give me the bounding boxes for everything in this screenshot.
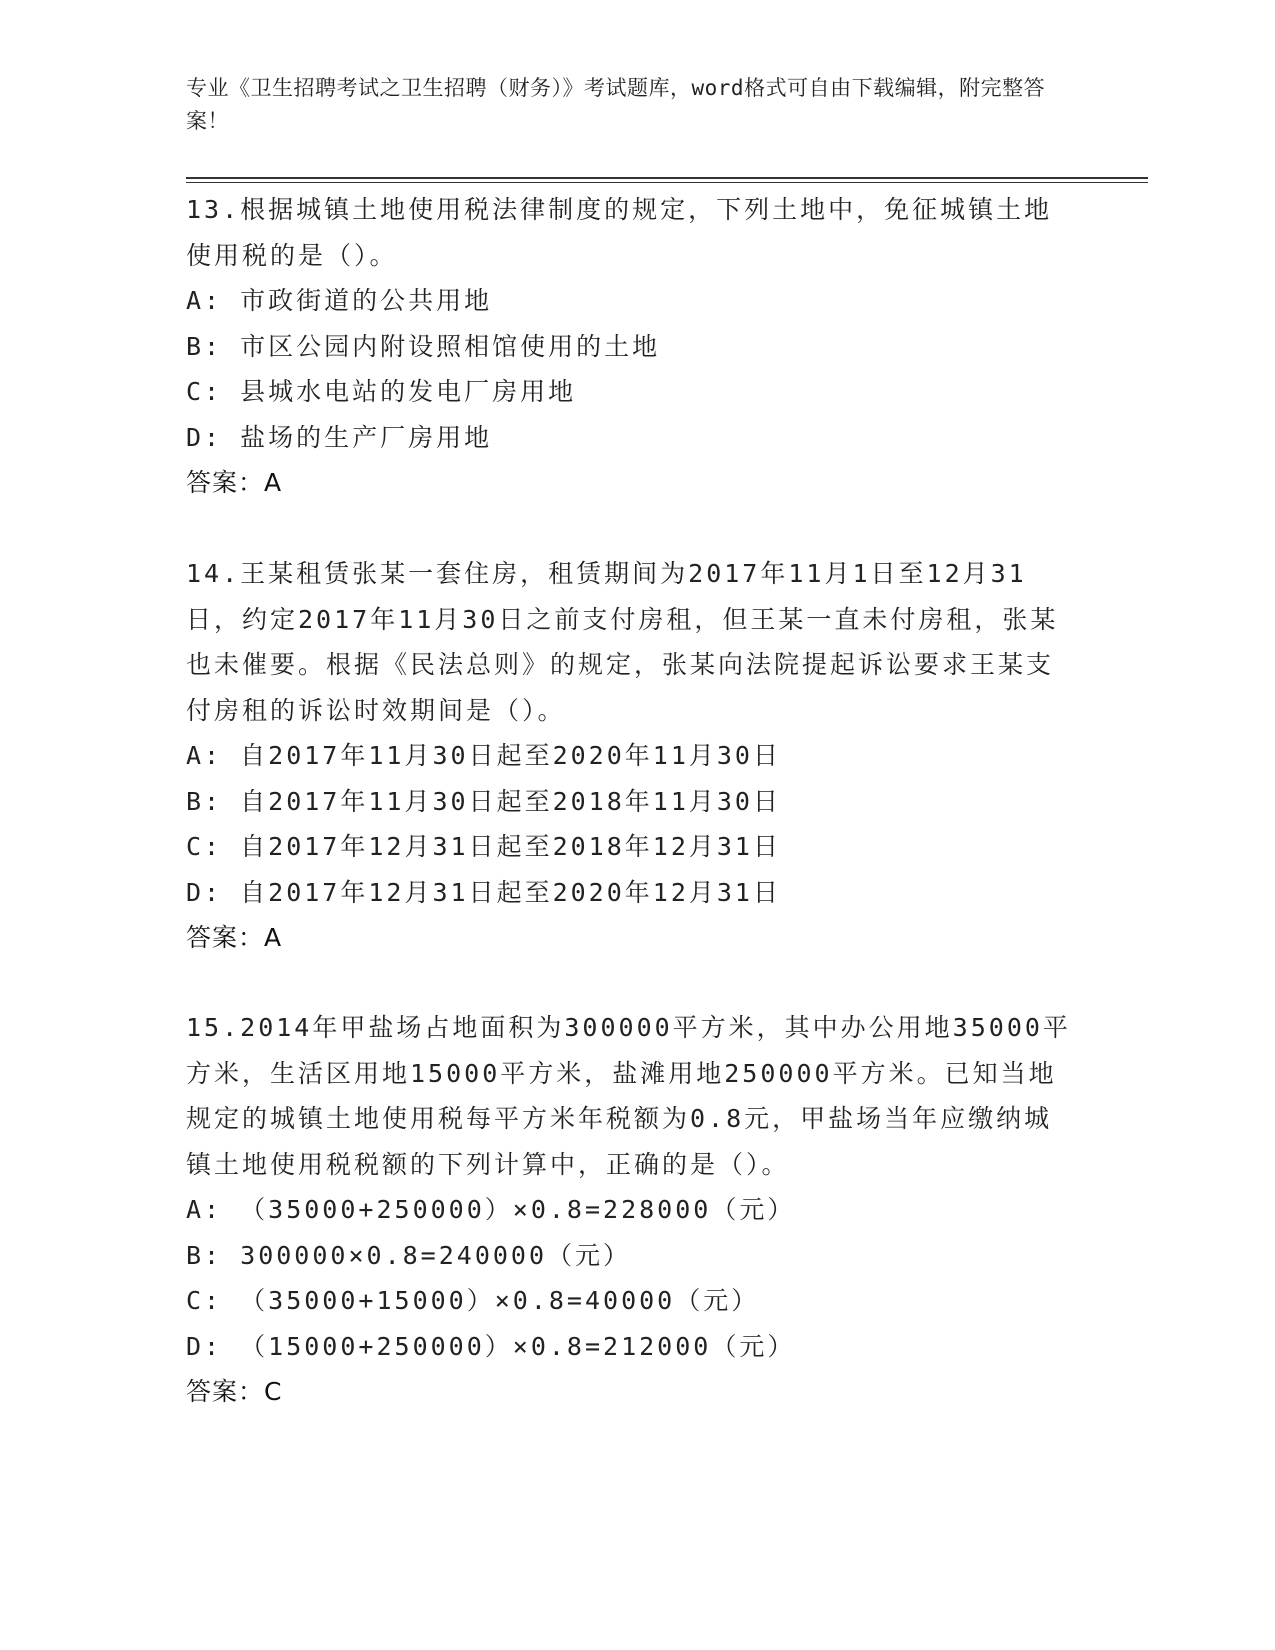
- header-divider-thin: [186, 182, 1148, 183]
- answer-line: 答案：C: [186, 1377, 283, 1406]
- option-d: D: 自2017年12月31日起至2020年12月31日: [186, 877, 781, 907]
- question-13: [186, 187, 1076, 506]
- header-divider-thick: [186, 177, 1148, 179]
- option-a: A: 自2017年11月30日起至2020年11月30日: [186, 741, 781, 770]
- option-c: C: （35000+15000）×0.8=40000（元）: [186, 1286, 760, 1315]
- question-15: [186, 1005, 1076, 1415]
- option-d: D: （15000+250000）×0.8=212000（元）: [186, 1331, 796, 1361]
- answer-line: 答案：A: [186, 923, 283, 952]
- question-14: [186, 551, 1076, 961]
- option-c: C: 自2017年12月31日起至2018年12月31日: [186, 832, 781, 861]
- answer-line: 答案：A: [186, 468, 283, 497]
- question-stem: 13.根据城镇土地使用税法律制度的规定，下列土地中，免征城镇土地使用税的是（）。: [186, 195, 1053, 270]
- question-stem: 15.2014年甲盐场占地面积为300000平方米，其中办公用地35000平方米，生活区用地15000平方米，盐滩用地250000平方米。已知当地规定的城镇土地使用税每平方米年税额为0.8元，甲盐场当年应缴纳城镇土地使用税税额的下列计算中，正确的是（）。: [186, 1013, 1071, 1179]
- header-title: 专业《卫生招聘考试之卫生招聘（财务）》考试题库，word格式可自由下载编辑，附完整答案！: [186, 76, 1046, 133]
- option-d: D: 盐场的生产厂房用地: [186, 422, 493, 452]
- option-b: B: 市区公园内附设照相馆使用的土地: [186, 331, 661, 361]
- option-a: A: （35000+250000）×0.8=228000（元）: [186, 1195, 796, 1224]
- option-b: B: 300000×0.8=240000（元）: [186, 1240, 632, 1270]
- option-b: B: 自2017年11月30日起至2018年11月30日: [186, 786, 781, 816]
- document-header: [186, 72, 1066, 138]
- option-a: A: 市政街道的公共用地: [186, 286, 493, 315]
- question-stem: 14.王某租赁张某一套住房，租赁期间为2017年11月1日至12月31日，约定2017年11月30日之前支付房租，但王某一直未付房租，张某也未催要。根据《民法总则》的规定，张某向法院提起诉讼要求王某支付房租的诉讼时效期间是（）。: [186, 559, 1059, 725]
- option-c: C: 县城水电站的发电厂房用地: [186, 377, 577, 406]
